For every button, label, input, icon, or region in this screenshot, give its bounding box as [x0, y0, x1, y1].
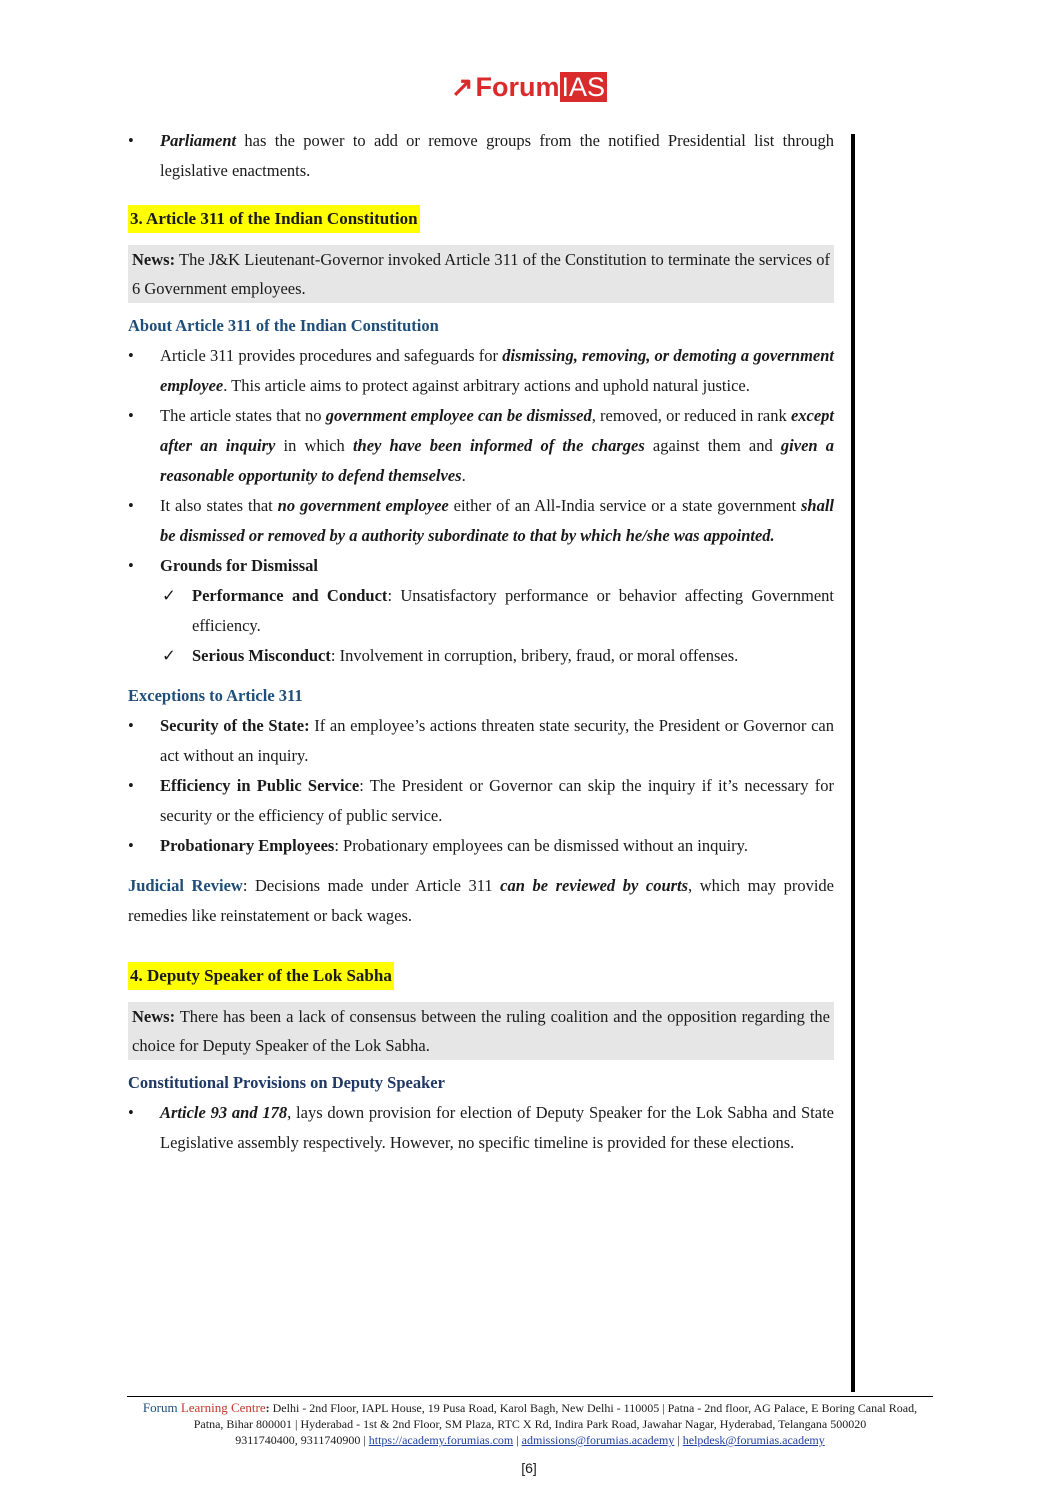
logo-ias-text: IAS: [561, 72, 606, 102]
checklist-item: ✓ Performance and Conduct: Unsatisfactory performance or behavior affecting Government efficiency.: [128, 581, 834, 641]
list-item: • Probationary Employees: Probationary employees can be dismissed without an inquiry.: [128, 831, 834, 861]
section-4-news-box: News: There has been a lack of consensus between the ruling coalition and the opposition regarding the choice for Deputy Speaker of the Lok Sabha.: [128, 1002, 834, 1060]
academy-link[interactable]: https://academy.forumias.com: [368, 1433, 514, 1447]
page-number: [6]: [521, 1460, 537, 1476]
logo-forum-text: Forum: [475, 72, 560, 102]
checklist-item: ✓ Serious Misconduct: Involvement in corruption, bribery, fraud, or moral offenses.: [128, 641, 834, 671]
exceptions-heading: Exceptions to Article 311: [128, 686, 303, 705]
helpdesk-email-link[interactable]: helpdesk@forumias.academy: [682, 1433, 825, 1447]
footer-divider: [127, 1396, 933, 1397]
list-item: • Efficiency in Public Service: The President or Governor can skip the inquiry if it’s necessary for security or the efficiency of public service.: [128, 771, 834, 831]
list-item: • Grounds for Dismissal: [128, 551, 834, 581]
admissions-email-link[interactable]: admissions@forumias.academy: [521, 1433, 675, 1447]
page-content: [128, 126, 834, 1158]
list-item: • It also states that no government employee either of an All-India service or a state government shall be dismissed or removed by a authority subordinate to that by which he/she was appointed.: [128, 491, 834, 551]
footer: Forum Learning Centre: Delhi - 2nd Floor, IAPL House, 19 Pusa Road, Karol Bagh, New Delhi - 110005 | Patna - 2nd floor, AG Palace, E Boring Canal Road, Patna, Bihar 800001 | Hyderabad - 1st & 2nd Floor, SM Plaza, RTC X Rd, Indira Park Road, Jawahar Nagar, Hyderabad, Telangana 500020 9311740400, 9311740900 | https://academy.forumias.com | admissions@forumias.academy | helpdesk@forumias.academy: [142, 1400, 918, 1447]
right-margin-rule: [851, 134, 855, 1392]
list-item: • Article 93 and 178, lays down provision for election of Deputy Speaker for the Lok Sabha and State Legislative assembly respectively. However, no specific timeline is provided for these elections.: [128, 1098, 834, 1158]
forumias-logo: [0, 70, 1058, 104]
intro-bullet: • Parliament has the power to add or remove groups from the notified Presidential list through legislative enactments.: [128, 126, 834, 186]
section-3-heading: 3. Article 311 of the Indian Constitution: [128, 205, 420, 233]
judicial-review-paragraph: Judicial Review: Decisions made under Article 311 can be reviewed by courts, which may provide remedies like reinstatement or back wages.: [128, 876, 834, 925]
list-item: • Article 311 provides procedures and safeguards for dismissing, removing, or demoting a government employee. This article aims to protect against arbitrary actions and uphold natural justice.: [128, 341, 834, 401]
logo-arrow-icon: ↗: [450, 72, 474, 102]
section-4-heading: 4. Deputy Speaker of the Lok Sabha: [128, 962, 394, 990]
constitutional-provisions-heading: Constitutional Provisions on Deputy Speaker: [128, 1073, 445, 1092]
list-item: • Security of the State: If an employee’s actions threaten state security, the President or Governor can act without an inquiry.: [128, 711, 834, 771]
section-3-news-box: News: The J&K Lieutenant-Governor invoked Article 311 of the Constitution to terminate the services of 6 Government employees.: [128, 245, 834, 303]
list-item: • The article states that no government employee can be dismissed, removed, or reduced in rank except after an inquiry in which they have been informed of the charges against them and given a reasonable opportunity to defend themselves.: [128, 401, 834, 491]
about-article-311-heading: About Article 311 of the Indian Constitution: [128, 316, 439, 335]
